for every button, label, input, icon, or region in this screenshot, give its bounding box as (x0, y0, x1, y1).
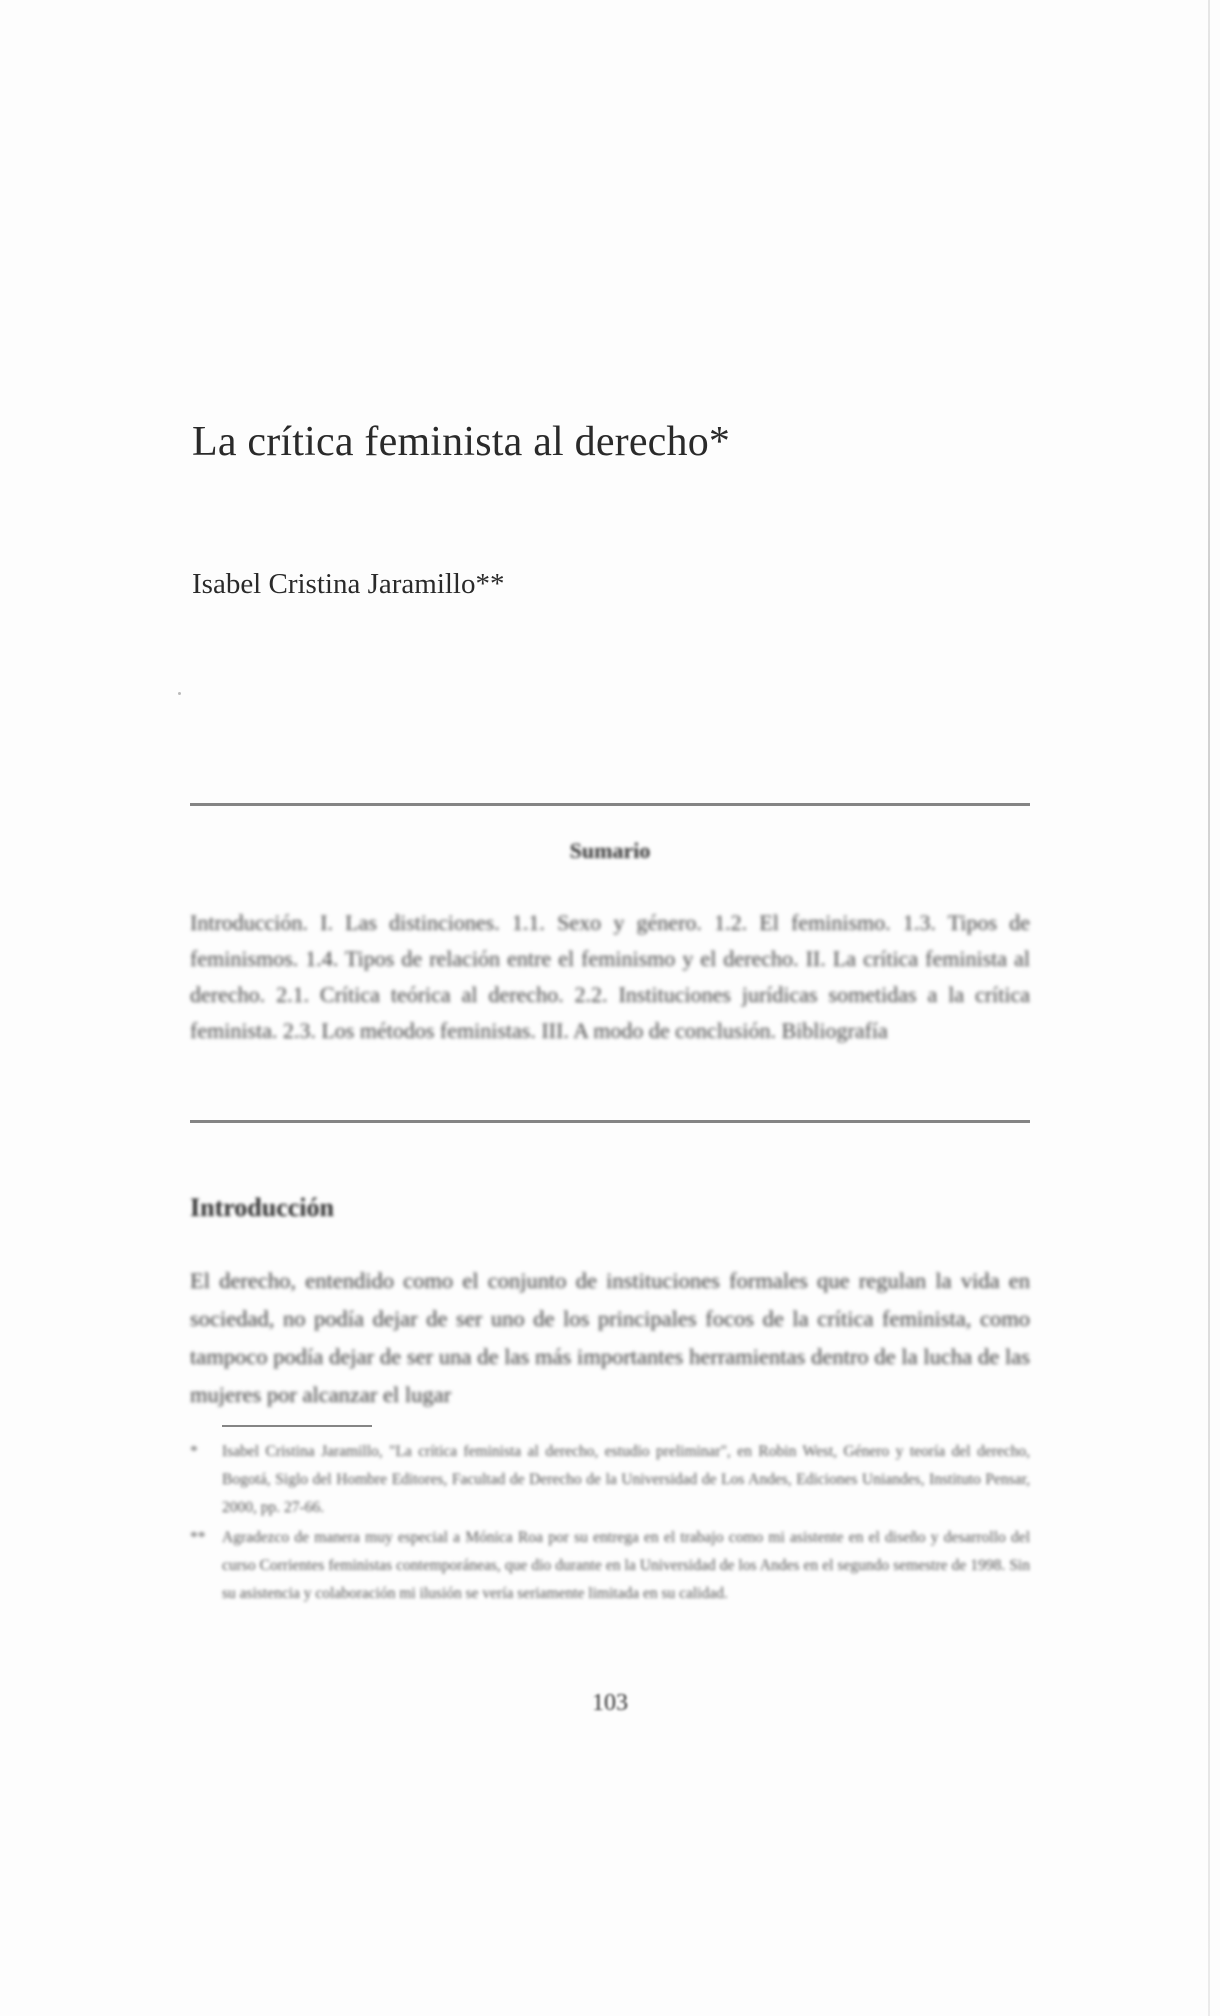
footnotes (190, 1438, 1030, 1610)
footnote-item (190, 1438, 1030, 1522)
scan-speck (178, 692, 181, 695)
sumario-text: Introducción. I. Las distinciones. 1.1. Sexo y género. 1.2. El feminismo. 1.3. Tipos de feminismos. 1.4. Tipos de relación entre el feminismo y el derecho. II. La crítica feminista al derecho. 2.1. Crítica teórica al derecho. 2.2. Instituciones jurídicas sometidas a la crítica feminista. 2.3. Los métodos feministas. III. A modo de conclusión. Bibliografía (190, 910, 1030, 1043)
introduccion-paragraph: El derecho, entendido como el conjunto de instituciones formales que regulan la vida en sociedad, no podía dejar de ser uno de los principales focos de la crítica feminista, como tampoco podía dejar de ser una de las más importantes herramientas dentro de la lucha de las mujeres por alcanzar el lugar (190, 1268, 1030, 1407)
article-author: Isabel Cristina Jaramillo** (192, 568, 505, 600)
footnote-text: Isabel Cristina Jaramillo, "La crítica feminista al derecho, estudio preliminar", en Robin West, Género y teoría del derecho, Bogotá, Siglo del Hombre Editores, Facultad de Derecho de la Universidad de Los Andes, Ediciones Uniandes, Instituto Pensar, 2000, pp. 27-66. (222, 1443, 1030, 1516)
article-title: La crítica feminista al derecho* (192, 419, 731, 465)
section-heading-introduccion: Introducción (190, 1193, 334, 1222)
footnote-item (190, 1524, 1030, 1608)
page-number: 103 (592, 1690, 628, 1716)
sumario-top-rule (190, 803, 1030, 806)
footnote-mark: * (190, 1443, 198, 1460)
footnote-rule (222, 1425, 372, 1427)
footnote-mark: ** (190, 1529, 206, 1546)
sumario-bottom-rule (190, 1120, 1030, 1123)
sumario-heading: Sumario (569, 838, 651, 863)
footnote-text: Agradezco de manera muy especial a Mónica Roa por su entrega en el trabajo como mi asistente en el diseño y desarrollo del curso Corrientes feministas contemporáneas, que dio durante en la Universidad de los Andes en el segundo semestre de 1998. Sin su asistencia y colaboración mi ilusión se vería seriamente limitada en su calidad. (222, 1529, 1030, 1602)
